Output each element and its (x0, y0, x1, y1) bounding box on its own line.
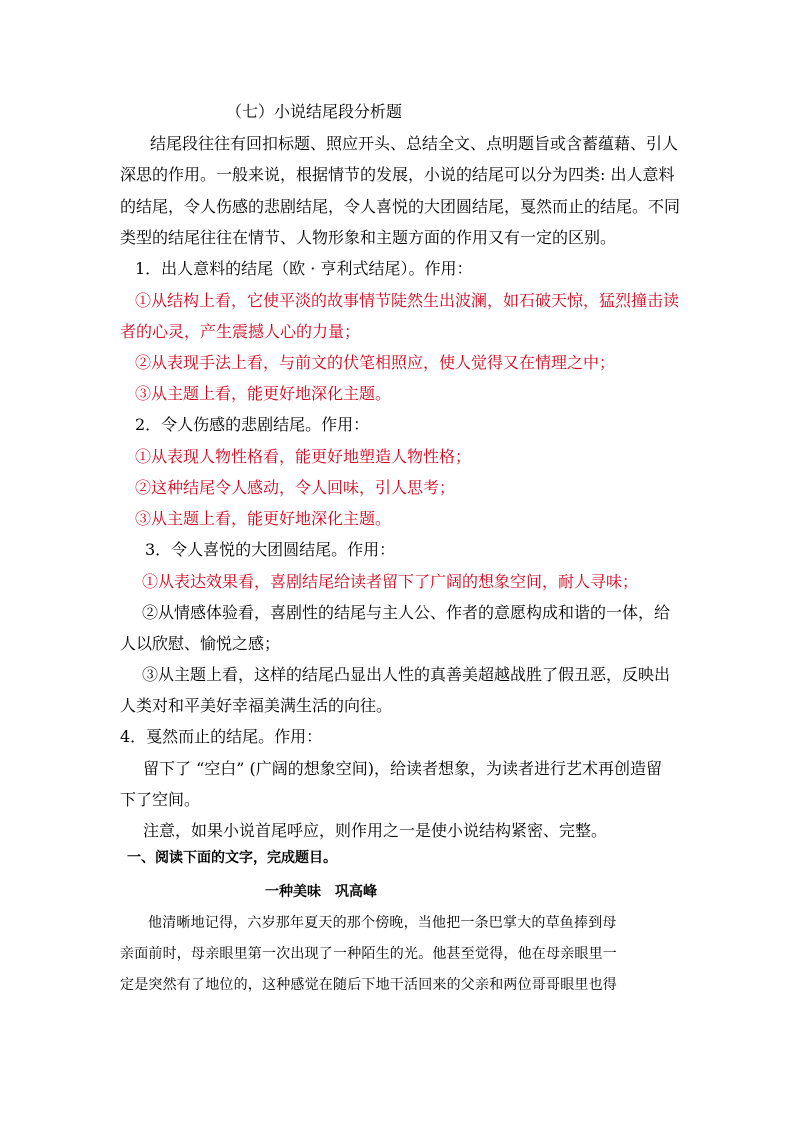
type4-point: 留下了 “空白” (广阔的想象空间)，给读者想象，为读者进行艺术再创造留 (143, 759, 663, 778)
intro-line: 结尾段往往有回扣标题、照应开头、总结全文、点明题旨或含蓄蕴藉、引人 (150, 134, 679, 153)
type4-point: 下了空间。 (120, 790, 201, 809)
type4-heading: 4．戛然而止的结尾。作用： (120, 727, 323, 746)
type2-heading: 2．令人伤感的悲剧结尾。作用： (135, 415, 370, 434)
story-title: 一种美味 巩高峰 (265, 884, 377, 900)
story-line: 定是突然有了地位的，这种感觉在随后下地干活回来的父亲和两位哥哥眼里也得 (120, 977, 617, 993)
type1-point: ①从结构上看，它使平淡的故事情节陡然生出波澜，如石破天惊，猛烈撞击读 (135, 291, 680, 310)
story-line: 亲面前时，母亲眼里第一次出现了一种陌生的光。他甚至觉得，他在母亲眼里一 (120, 946, 617, 962)
note-line: 注意，如果小说首尾呼应，则作用之一是使小说结构紧密、完整。 (143, 821, 608, 840)
type3-heading: 3．令人喜悦的大团圆结尾。作用： (145, 540, 396, 559)
type1-heading: 1．出人意料的结尾（欧 · 亨利式结尾）。作用： (135, 259, 473, 278)
type2-point: ①从表现人物性格看，能更好地塑造人物性格； (135, 447, 472, 466)
type3-point: ③从主题上看，这样的结尾凸显出人性的真善美超越战胜了假丑恶，反映出 (142, 665, 671, 684)
intro-line: 类型的结尾往往在情节、人物形象和主题方面的作用又有一定的区别。 (120, 228, 617, 247)
section-title: （七）小说结尾段分析题 (226, 102, 403, 121)
type1-point: ③从主题上看，能更好地深化主题。 (135, 384, 392, 403)
intro-line: 的结尾，令人伤感的悲剧结尾，令人喜悦的大团圆结尾，戛然而止的结尾。不同 (120, 197, 681, 216)
type3-point: ①从表达效果看，喜剧结尾给读者留下了广阔的想象空间，耐人寻味； (142, 572, 639, 591)
type3-point: ②从情感体验看，喜剧性的结尾与主人公、作者的意愿构成和谐的一体，给 (142, 603, 671, 622)
type2-point: ②这种结尾令人感动，令人回味，引人思考； (135, 478, 456, 497)
type1-point: ②从表现手法上看，与前文的伏笔相照应，使人觉得又在情理之中； (135, 353, 616, 372)
story-line: 他清晰地记得，六岁那年夏天的那个傍晚，当他把一条巴掌大的草鱼捧到母 (148, 915, 617, 931)
type3-point: 人以欣慰、愉悦之感； (120, 634, 281, 653)
exercise-heading: 一、阅读下面的文字，完成题目。 (127, 850, 337, 866)
type3-point: 人类对和平美好幸福美满生活的向往。 (120, 696, 393, 715)
type1-point: 者的心灵，产生震撼人心的力量； (120, 322, 361, 341)
intro-line: 深思的作用。一般来说，根据情节的发展，小说的结尾可以分为四类: 出人意料 (120, 165, 675, 184)
type2-point: ③从主题上看，能更好地深化主题。 (135, 509, 392, 528)
